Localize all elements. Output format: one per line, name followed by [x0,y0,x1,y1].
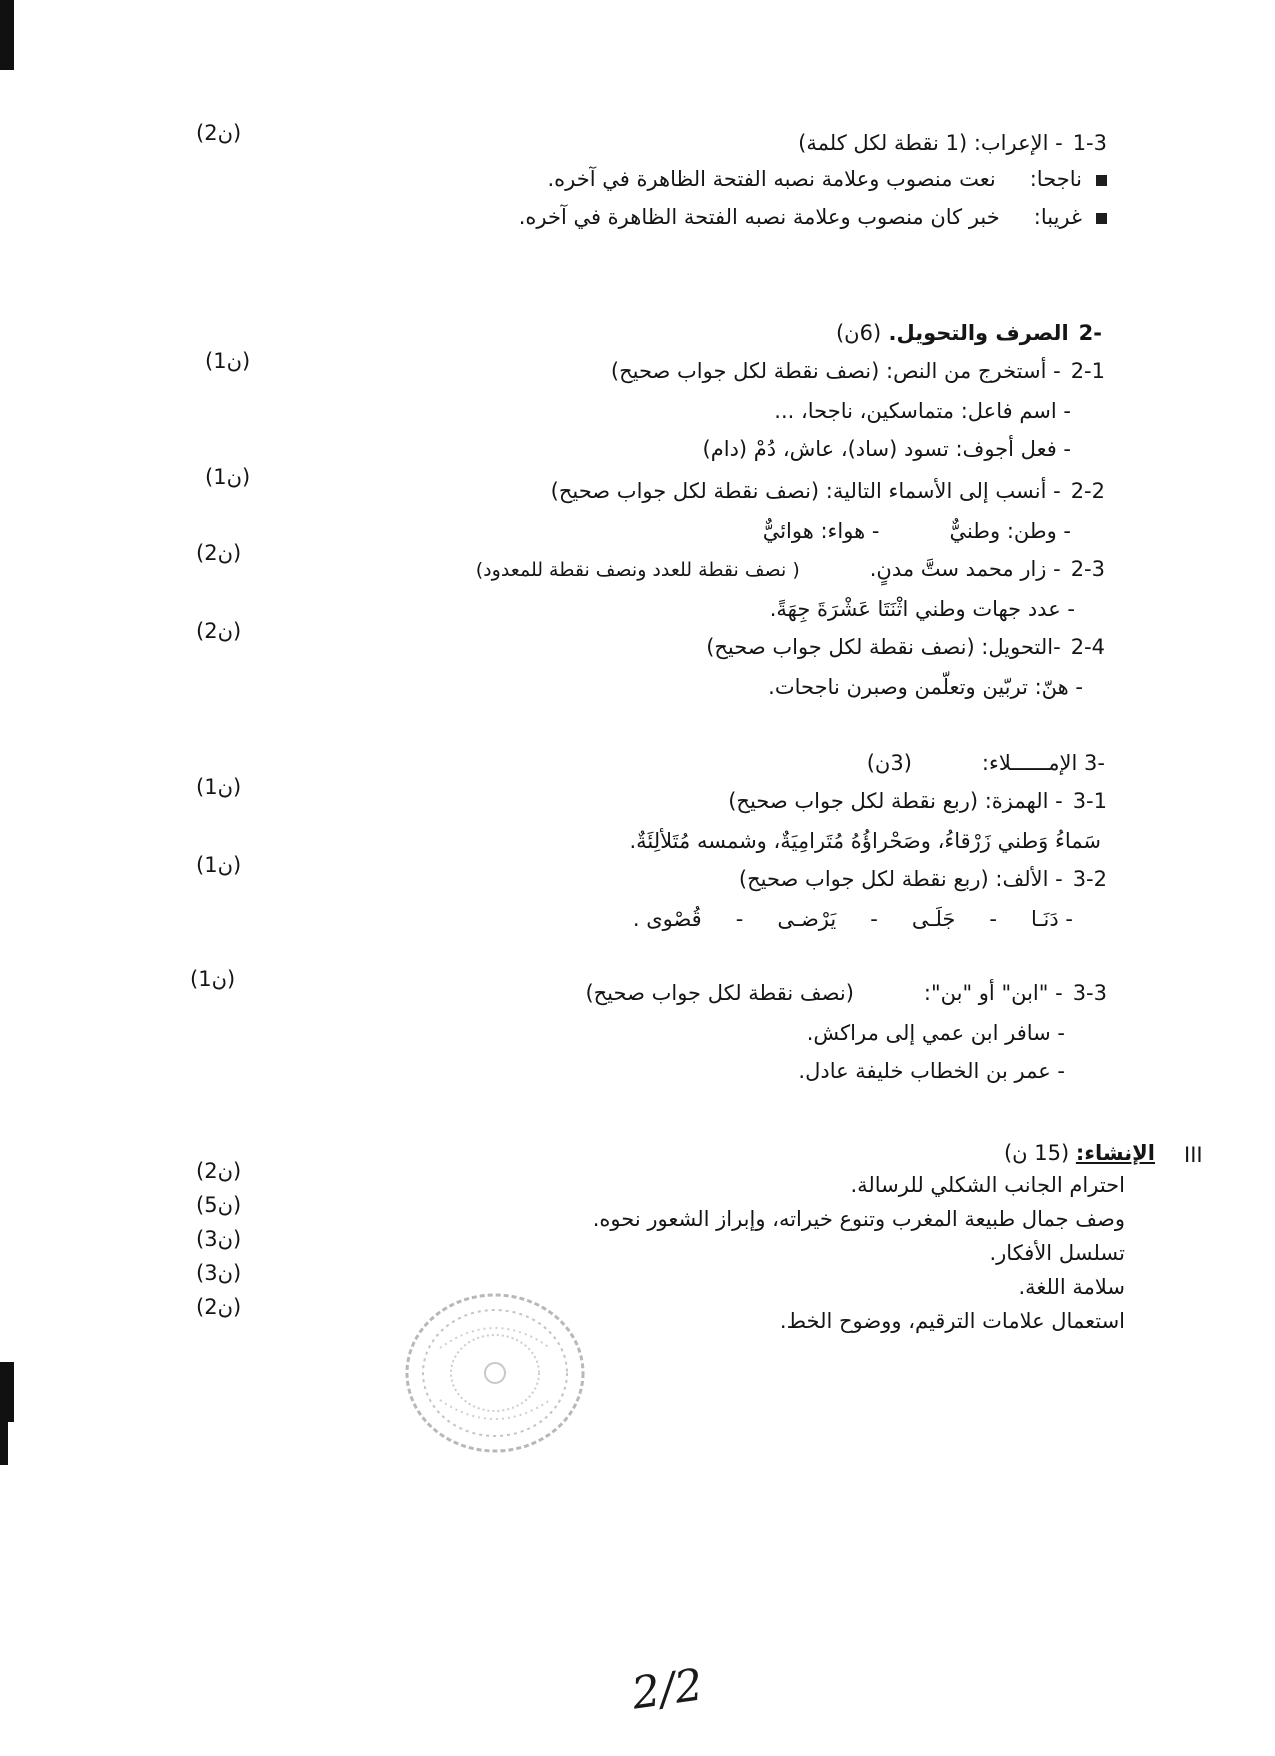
sarf-q3-score: (ن2) [196,541,242,565]
imla-q2-answer: - دَنَـا-جَلَـى-يَرْضـى-قُصْوى . [632,907,1073,931]
sarf-q3-answer: - عدد جهات وطني اثْنَتَا عَشْرَةَ جِهَةً. [769,597,1075,621]
imla-q2-score: (ن1) [196,853,242,877]
insha-criterion: سلامة اللغة. [1018,1275,1125,1299]
insha-criterion-score: (ن2) [196,1159,242,1183]
insha-criterion-score: (ن3) [196,1227,242,1251]
insha-heading: الإنشاء: (15 ن) [1003,1141,1155,1165]
irab-item: ناجحا:نعت منصوب وعلامة نصبه الفتحة الظاهرة في آخره. [547,164,1107,194]
section-roman-numeral: III [1184,1143,1203,1167]
scan-edge-mark [0,1385,8,1465]
sarf-q3: 2-3- زار محمد ستَّ مدنٍ.( نصف نقطة للعدد ونصف نقطة للمعدود) [475,557,1105,581]
sarf-q4-score: (ن2) [196,619,242,643]
insha-criterion: احترام الجانب الشكلي للرسالة. [850,1173,1125,1197]
insha-criterion: تسلسل الأفكار. [989,1241,1125,1265]
imla-q1-answer: سَماءُ وَطني زَرْقاءُ، وصَحْراؤُهُ مُتَرامِيَةٌ، وشمسه مُتَلألِئَةٌ. [629,829,1101,853]
sarf-q2-answer: - وطن: وطنيٌّ- هواء: هوائيٌّ [762,519,1071,543]
sarf-q1-score: (ن1) [205,349,251,373]
imla-q1: 3-1- الهمزة: (ربع نقطة لكل جواب صحيح) [728,789,1107,813]
sarf-q2: 2-2- أنسب إلى الأسماء التالية: (نصف نقطة لكل جواب صحيح) [550,479,1105,503]
sarf-q1: 2-1- أستخرج من النص: (نصف نقطة لكل جواب صحيح) [610,359,1105,383]
sarf-q1-answer: - فعل أجوف: تسود (ساد)، عاش، دُمْ (دام) [702,437,1071,461]
insha-criterion: استعمال علامات الترقيم، ووضوح الخط. [779,1309,1125,1333]
imla-q3: 3-3- "ابن" أو "بن":(نصف نقطة لكل جواب صحيح) [585,981,1107,1005]
irab-score: (ن2) [196,121,242,145]
imla-q3-score: (ن1) [190,967,236,991]
insha-criterion-score: (ن5) [196,1193,242,1217]
sarf-q4: 2-4-التحويل: (نصف نقطة لكل جواب صحيح) [706,635,1105,659]
irab-heading: 1-3- الإعراب: (1 نقطة لكل كلمة) [798,131,1107,155]
imla-heading: -3 الإمــــــلاء:(3ن) [866,751,1105,775]
sarf-heading: -2الصرف والتحويل. (6ن) [835,321,1102,345]
sarf-q4-answer: - هنّ: تربّين وتعلّمن وصبرن ناجحات. [768,675,1083,699]
insha-criterion-score: (ن2) [196,1295,242,1319]
official-seal-icon [400,1288,590,1462]
imla-q3-answer: - سافر ابن عمي إلى مراكش. [806,1021,1065,1045]
insha-criterion-score: (ن3) [196,1261,242,1285]
page-number: 2/2 [628,1659,707,1720]
square-bullet-icon [1096,175,1107,186]
imla-q3-answer: - عمر بن الخطاب خليفة عادل. [798,1059,1065,1083]
insha-criterion: وصف جمال طبيعة المغرب وتنوع خيراته، وإبراز الشعور نحوه. [592,1207,1125,1231]
scan-edge-mark [0,0,14,70]
sarf-q2-score: (ن1) [205,465,251,489]
irab-item: غريبا:خبر كان منصوب وعلامة نصبه الفتحة الظاهرة في آخره. [519,202,1107,232]
square-bullet-icon [1096,213,1107,224]
sarf-q1-answer: - اسم فاعل: متماسكين، ناجحا، ... [774,399,1071,423]
imla-q1-score: (ن1) [196,775,242,799]
imla-q2: 3-2- الألف: (ربع نقطة لكل جواب صحيح) [738,867,1107,891]
